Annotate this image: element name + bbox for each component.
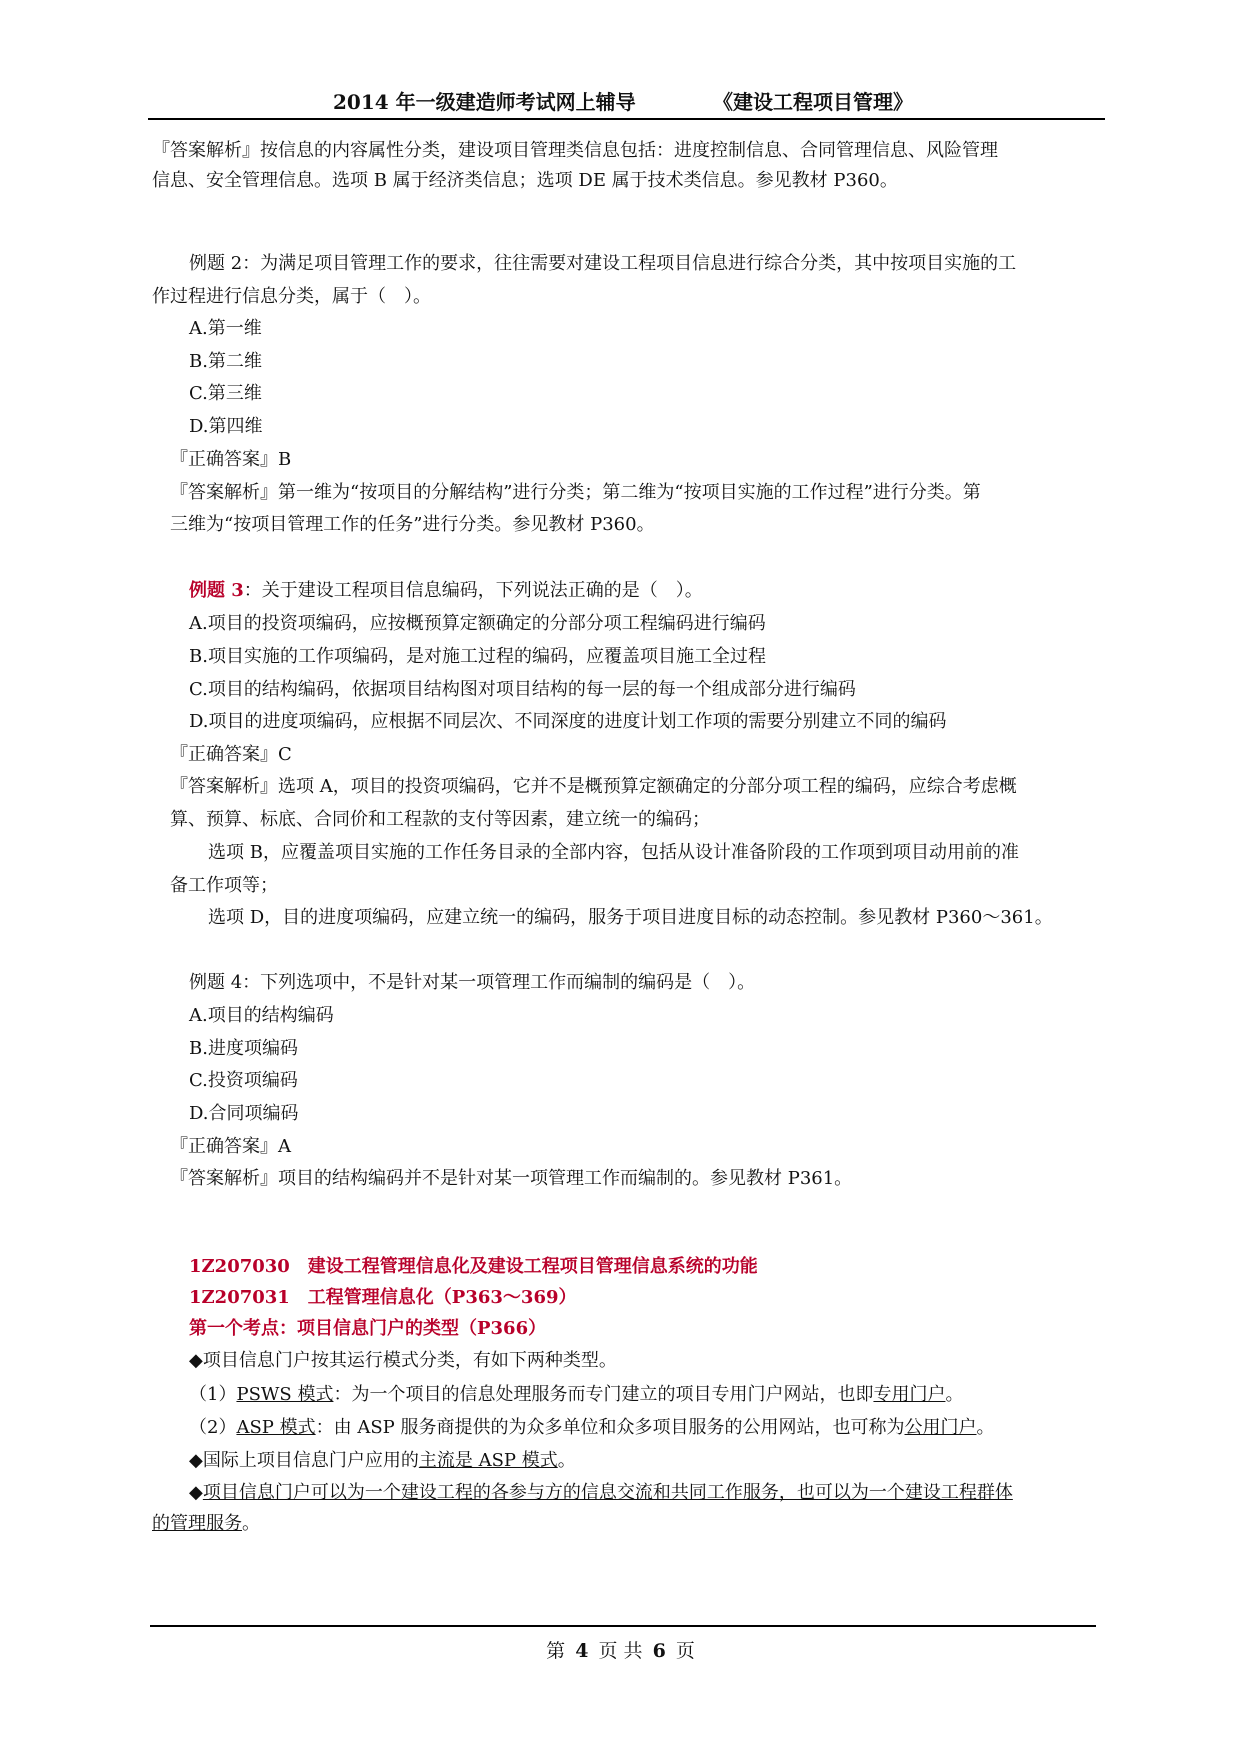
- punctuation: 。: [242, 1513, 260, 1534]
- question-3-answer: 『正确答案』C: [170, 744, 292, 765]
- page-footer: [0, 1636, 1241, 1663]
- bullet-point: [189, 1450, 576, 1472]
- answer-explanation-line: 『答案解析』按信息的内容属性分类，建设项目管理类信息包括：进度控制信息、合同管理信息、风险管理: [152, 140, 998, 161]
- question-3-explanation: 选项 D，目的进度项编码，应建立统一的编码，服务于项目进度目标的动态控制。参见教材 P360～361。: [208, 907, 1053, 928]
- question-3-option-c: C.项目的结构编码，依据项目结构图对项目结构的每一层的每一个组成部分进行编码: [189, 679, 856, 700]
- question-4-answer: 『正确答案』A: [170, 1136, 291, 1157]
- footer-prefix: 第: [546, 1640, 566, 1662]
- mode-asp: [189, 1417, 995, 1439]
- punctuation: 。: [976, 1417, 995, 1438]
- bullet-text: ◆国际上项目信息门户应用的: [189, 1450, 419, 1471]
- footer-rule: [150, 1625, 1096, 1627]
- question-2-option-b: B.第二维: [189, 351, 262, 372]
- question-2-option-c: C.第三维: [189, 383, 262, 404]
- question-3-explanation: 算、预算、标底、合同价和工程款的支付等因素，建立统一的编码；: [170, 809, 710, 830]
- punctuation: 。: [945, 1384, 964, 1405]
- answer-explanation-line: 信息、安全管理信息。选项 B 属于经济类信息；选项 DE 属于技术类信息。参见教材 P360。: [152, 170, 898, 191]
- question-3-stem: [189, 580, 703, 602]
- bullet-point-continued: [152, 1513, 260, 1535]
- question-3-option-b: B.项目实施的工作项编码，是对施工过程的编码，应覆盖项目施工全过程: [189, 646, 766, 667]
- question-3-label: 例题 3: [189, 580, 244, 601]
- question-4-option-b: B.进度项编码: [189, 1038, 298, 1059]
- question-2-answer: 『正确答案』B: [170, 449, 292, 470]
- mode-psws: [189, 1384, 963, 1406]
- mode-description: ：由 ASP 服务商提供的为众多单位和众多项目服务的公用网站，也可称为: [315, 1417, 905, 1438]
- mode-description: ：为一个项目的信息处理服务而专门建立的项目专用门户网站，也即: [333, 1384, 874, 1405]
- mode-number: （2）: [189, 1417, 237, 1438]
- bullet-emphasis: 项目信息门户可以为一个建设工程的各参与方的信息交流和共同工作服务，也可以为一个建设工程群体: [202, 1482, 1013, 1503]
- punctuation: 。: [557, 1450, 576, 1471]
- bullet-point: [189, 1482, 1013, 1504]
- question-2-explanation: 『答案解析』第一维为“按项目的分解结构”进行分类；第二维为“按项目实施的工作过程”进行分类。第: [170, 482, 981, 503]
- section-heading: 1Z207030 建设工程管理信息化及建设工程项目管理信息系统的功能: [189, 1256, 758, 1277]
- footer-middle: 页 共: [598, 1640, 643, 1662]
- question-3-explanation: 选项 B，应覆盖项目实施的工作任务目录的全部内容，包括从设计准备阶段的工作项到项目动用前的准: [208, 842, 1019, 863]
- diamond-icon: ◆: [189, 1482, 203, 1503]
- mode-name: ASP 模式: [236, 1417, 316, 1438]
- question-3-explanation: 『答案解析』选项 A，项目的投资项编码，它并不是概预算定额确定的分部分项工程的编码，应综合考虑概: [170, 776, 1017, 797]
- question-2-stem: 作过程进行信息分类，属于（ ）。: [152, 286, 431, 307]
- bullet-emphasis: 主流是 ASP 模式: [418, 1450, 558, 1471]
- question-2-option-d: D.第四维: [189, 416, 263, 437]
- question-4-stem: 例题 4：下列选项中，不是针对某一项管理工作而编制的编码是（ ）。: [189, 972, 756, 993]
- question-3-explanation: 备工作项等；: [170, 875, 278, 896]
- header-course-title: 2014 年一级建造师考试网上辅导: [333, 90, 636, 114]
- question-2-option-a: A.第一维: [189, 318, 262, 339]
- topic-heading: 第一个考点：项目信息门户的类型（P366）: [189, 1318, 547, 1339]
- question-4-explanation: 『答案解析』项目的结构编码并不是针对某一项管理工作而编制的。参见教材 P361。: [170, 1168, 853, 1189]
- mode-term: 公用门户: [904, 1417, 977, 1438]
- question-3-option-a: A.项目的投资项编码，应按概预算定额确定的分部分项工程编码进行编码: [189, 613, 766, 634]
- question-2-explanation: 三维为“按项目管理工作的任务”进行分类。参见教材 P360。: [170, 514, 655, 535]
- question-4-option-a: A.项目的结构编码: [189, 1005, 334, 1026]
- bullet-emphasis: 的管理服务: [152, 1513, 242, 1534]
- section-subheading: 1Z207031 工程管理信息化（P363～369）: [189, 1287, 577, 1308]
- question-4-option-c: C.投资项编码: [189, 1070, 298, 1091]
- bullet-point: ◆项目信息门户按其运行模式分类，有如下两种类型。: [189, 1350, 617, 1371]
- mode-number: （1）: [189, 1384, 237, 1405]
- question-2-stem: 例题 2：为满足项目管理工作的要求，往往需要对建设工程项目信息进行综合分类，其中按项目实施的工: [189, 253, 1017, 274]
- header-book-title: 《建设工程项目管理》: [713, 90, 913, 114]
- mode-name: PSWS 模式: [236, 1384, 334, 1405]
- mode-term: 专用门户: [873, 1384, 946, 1405]
- question-4-option-d: D.合同项编码: [189, 1103, 299, 1124]
- footer-suffix: 页: [675, 1640, 695, 1662]
- total-page-count: 6: [652, 1640, 666, 1662]
- question-3-option-d: D.项目的进度项编码，应根据不同层次、不同深度的进度计划工作项的需要分别建立不同的编码: [189, 711, 947, 732]
- current-page-number: 4: [575, 1640, 589, 1662]
- question-3-text: ：关于建设工程项目信息编码，下列说法正确的是（ ）。: [243, 580, 703, 601]
